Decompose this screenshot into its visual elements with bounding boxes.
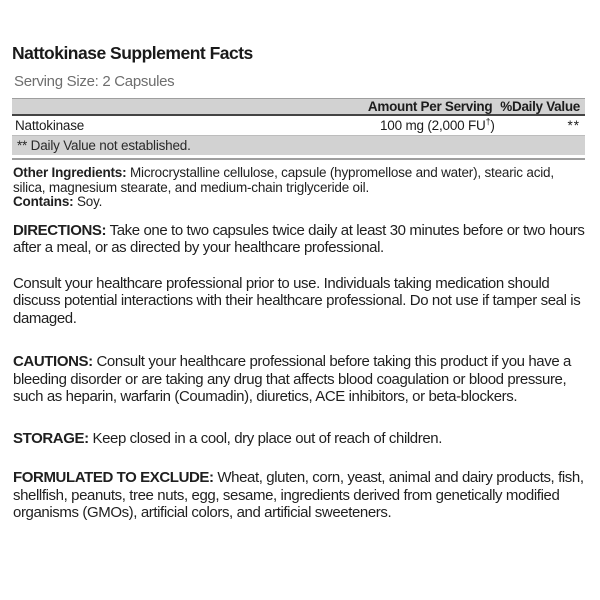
storage-label: STORAGE: [13,429,89,447]
storage-paragraph [13,430,585,448]
nutrient-amount-close: ) [490,118,495,133]
nutrient-amount-text: 100 mg (2,000 FU [380,118,486,133]
formulated-to-exclude-paragraph [13,469,585,522]
formulated-to-exclude-label: FORMULATED TO EXCLUDE: [13,469,214,486]
storage-text: Keep closed in a cool, dry place out of reach of children. [88,429,442,447]
contains-label: Contains: [13,194,74,209]
directions-label: DIRECTIONS: [13,221,107,239]
contains-text: Soy. [73,194,103,209]
section-divider [12,158,585,160]
cautions-label: CAUTIONS: [13,353,93,370]
facts-table-header-row [12,98,585,116]
amount-per-serving-header: Amount Per Serving [367,99,493,114]
nutrient-amount [380,118,540,133]
nutrient-daily-value: ** [567,118,580,133]
serving-size-text: Serving Size: 2 Capsules [14,73,175,90]
other-ingredients-text: Microcrystalline cellulose, capsule (hypromellose and water), stearic acid, silica, magnesium stearate, and medium-chain triglyceride oil. [13,165,554,195]
consult-paragraph [13,275,585,328]
other-ingredients-paragraph [13,166,585,195]
other-ingredients-label: Other Ingredients: [13,165,127,180]
formulated-to-exclude-text: Wheat, gluten, corn, yeast, animal and dairy products, fish, shellfish, peanuts, tree nuts, egg, sesame, ingredients derived from genetically modified organisms (GMOs), artificial colors, and artificial sweeteners. [13,469,584,521]
cautions-text: Consult your healthcare professional before taking this product if you have a bleeding disorder or are taking any drug that affects blood coagulation or blood pressure, such as heparin, warfarin (Coumadin), diuretics, ACE inhibitors, or beta-blockers. [13,353,572,405]
daily-value-header: %Daily Value [500,99,580,114]
footnote-text: ** Daily Value not established. [17,138,191,153]
contains-paragraph [13,195,585,210]
consult-text: Consult your healthcare professional prior to use. Individuals taking medication should discuss potential interactions with their healthcare professional. Do not use if tamper seal is damaged. [13,274,581,327]
nutrient-name: Nattokinase [15,118,85,133]
label-title: Nattokinase Supplement Facts [12,43,253,63]
directions-paragraph [13,222,585,257]
directions-text: Take one to two capsules twice daily at least 30 minutes before or two hours after a meal, or as directed by your healthcare professional. [13,221,585,256]
dagger-symbol: † [485,116,491,127]
nutrient-row [12,116,585,135]
daily-value-footnote [12,135,585,155]
cautions-paragraph [13,353,585,406]
